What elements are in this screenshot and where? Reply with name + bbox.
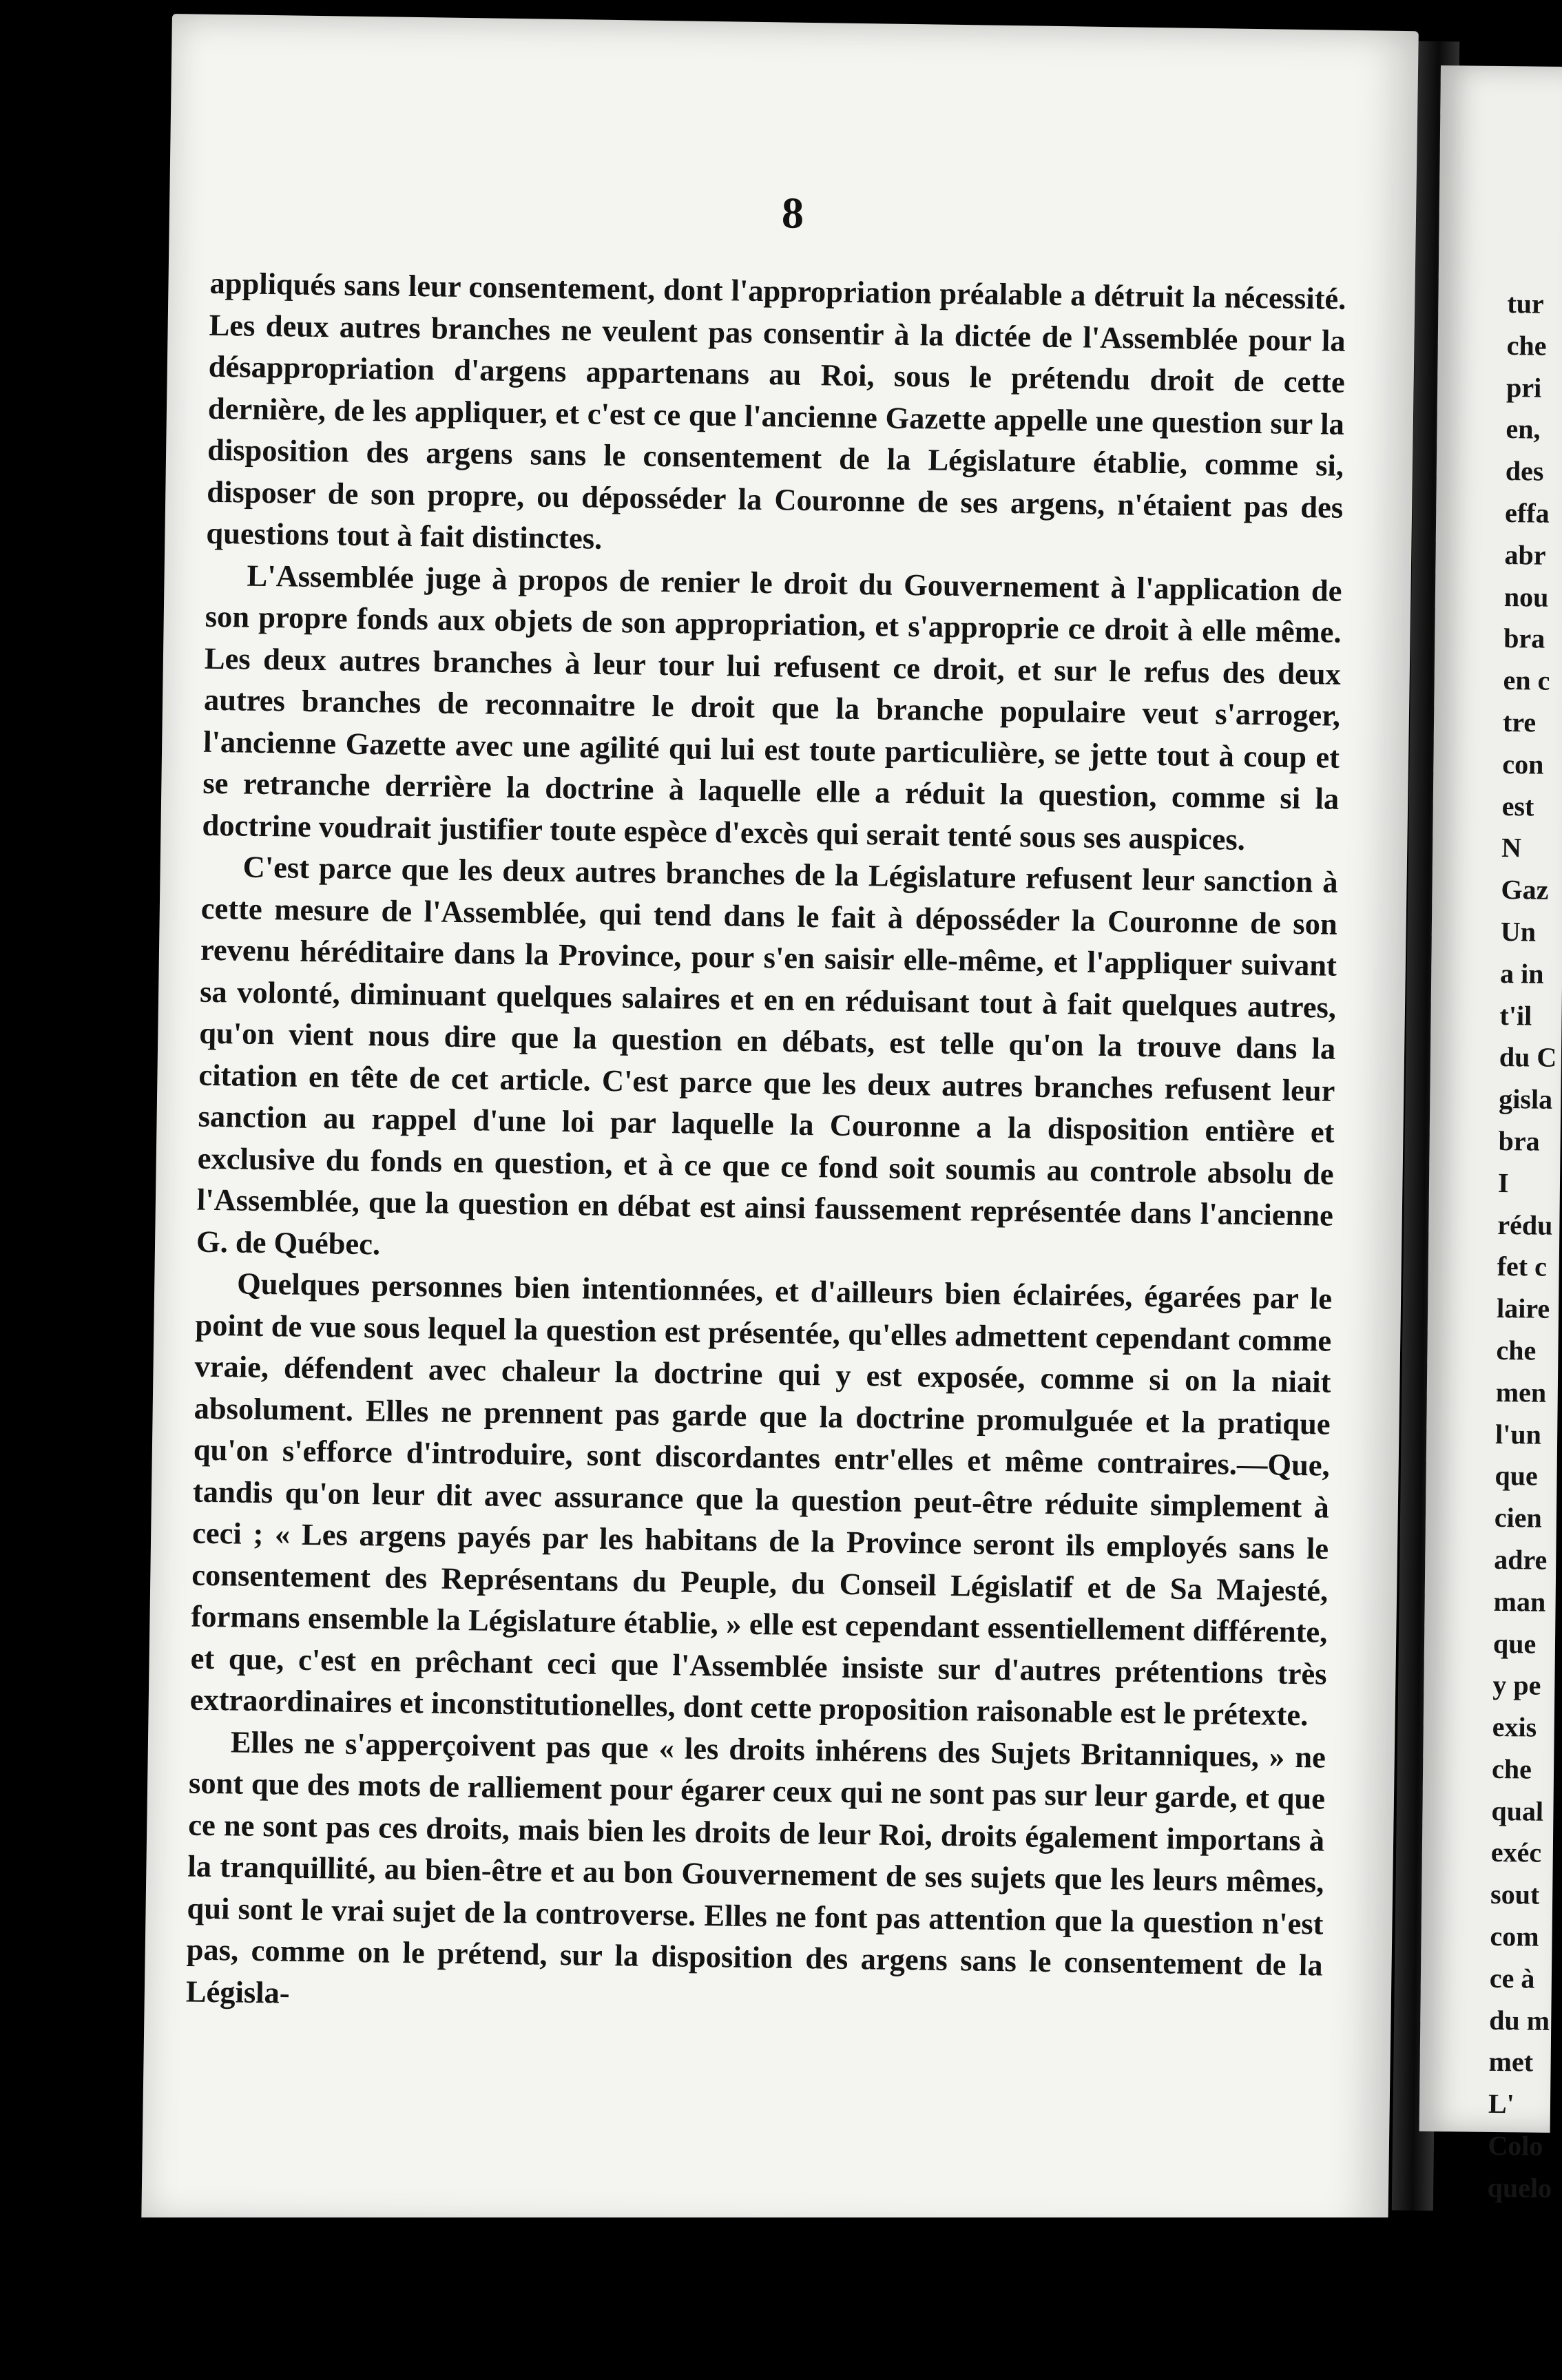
adjacent-page-line: che — [1491, 1753, 1532, 1785]
adjacent-page-line: bra — [1503, 623, 1545, 655]
paragraph: C'est parce que les deux autres branches de la Législature refusent leur sanction à cette mesure de l'Assemblée, qui tend dans le fait à déposséder la Couronne de son revenu héréditaire dans la Province, pour s'en saisir elle-même, et l'appliquer suivant sa volonté, diminuant quelques salaires et en en réduisant tout à fait quelques autres, qu'on vient nous dire que la question en débats, est telle qu'on la trouve dans la citation en tête de cet article. C'est parce que les deux autres branches refusent leur sanction au rappel d'une loi par laquelle la Couronne a la disposition entière et exclusive du fonds en question, et à ce que ce fond soit soumis au controle absolu de l'Assemblée, que la question en débat est ainsi faussement représentée dans l'ancienne G. de Québec. — [196, 849, 1338, 1261]
adjacent-page-line: quelo — [1487, 2171, 1552, 2204]
adjacent-page-line: Un — [1500, 915, 1537, 948]
adjacent-page-line: en c — [1503, 665, 1550, 696]
page-number: 8 — [781, 188, 804, 238]
adjacent-page-line: tre — [1502, 706, 1537, 738]
adjacent-page-line: laire — [1496, 1293, 1550, 1324]
adjacent-page-line: y pe — [1492, 1669, 1541, 1701]
adjacent-page-line: l'un — [1495, 1418, 1542, 1450]
paragraph: Elles ne s'apperçoivent pas que « les droits inhérens des Sujets Britanniques, » ne sont que des mots de ralliement pour égarer ceux qui ne sont pas sur leur garde, et que ce ne sont pas ces droits, mais bien les droits de leur Roi, droits également importans à la tranquillité, au bien-être et au bon Gouvernement de ses sujets que les leurs mêmes, qui sont le vrai sujet de la controverse. Elles ne font pas attention que la question n'est pas, comme on le prétend, sur la disposition des argens sans le consentement de la Législa- — [185, 1724, 1326, 2010]
adjacent-page-line: L' — [1488, 2088, 1515, 2120]
adjacent-page-line: du C — [1499, 1041, 1557, 1074]
adjacent-page-line: N — [1501, 832, 1522, 864]
adjacent-page-line: t'il — [1499, 999, 1532, 1032]
paragraph: Quelques personnes bien intentionnées, et d'ailleurs bien éclairées, égarées par le point de vue sous lequel la question est présentée, qu'elles admettent cependant comme vraie, défendent avec chaleur la doctrine qui y est exposée, comme si on la niait absolument. Elles ne prennent pas garde que la doctrine promulguée et la pratique qu'on s'efforce d'introduire, sont discordantes entr'elles et même contraires.—Que, tandis qu'on leur dit avec assurance que la question peut-être réduite simplement à ceci ; « Les argens payés par les habitans de la Province seront ils employés sans le consentement des Représentans du Peuple, du Conseil Législatif et de Sa Majesté, formans ensemble la Législature établie, » elle est cependant essentiellement différente, et que, c'est en prêchant ceci que l'Assemblée insiste sur d'autres prétentions très extraordinaires et inconstitutionelles, dont cette proposition raisonable est le prétexte. — [189, 1266, 1333, 1733]
adjacent-page-line: che — [1496, 1334, 1537, 1366]
adjacent-page-line: con — [1502, 748, 1544, 780]
page-body — [185, 262, 1346, 2028]
adjacent-page-line: adre — [1494, 1543, 1548, 1576]
adjacent-page-line: Gaz — [1501, 874, 1549, 906]
scan-border — [0, 2217, 1562, 2380]
adjacent-page-line: rédu — [1497, 1209, 1553, 1241]
adjacent-page-line: ce à — [1489, 1962, 1535, 1994]
adjacent-page-line: bra — [1498, 1125, 1540, 1157]
adjacent-page-line: men — [1495, 1376, 1547, 1408]
paragraph: L'Assemblée juge à propos de renier le droit du Gouvernement à l'application de son propre fonds aux objets de son appropriation, et s'approprie ce droit à elle même. Les deux autres branches à leur tour lui refusent ce droit, et sur le refus des deux autres branches de reconnaitre le droit que la branche populaire veut s'arroger, l'ancienne Gazette avec une agilité qui lui est toute particulière, se jette tout à coup et se retranche derrière la doctrine à laquelle elle a réduit la question, comme si la doctrine voudrait justifier toute espèce d'excès qui serait tenté sous ses auspices. — [202, 558, 1342, 857]
adjacent-page-line: com — [1490, 1920, 1539, 1952]
adjacent-page-line: pri — [1506, 371, 1542, 404]
adjacent-page-line: a in — [1499, 957, 1544, 990]
adjacent-page-line: fet c — [1497, 1251, 1548, 1283]
adjacent-page-line: I — [1497, 1167, 1509, 1198]
adjacent-page — [1419, 65, 1562, 2204]
adjacent-page-line: effa — [1504, 497, 1550, 529]
adjacent-page-text — [1487, 283, 1562, 2251]
adjacent-page-line: abr — [1504, 539, 1546, 571]
adjacent-page-line: Colo — [1488, 2129, 1543, 2162]
adjacent-page-line: sout — [1490, 1879, 1540, 1910]
adjacent-page-line: tur — [1507, 288, 1544, 320]
adjacent-page-line: en, — [1506, 413, 1541, 445]
adjacent-page-line: che — [1506, 329, 1547, 362]
adjacent-page-line: gisla — [1499, 1083, 1553, 1115]
adjacent-page-line: du m — [1489, 2004, 1550, 2036]
adjacent-page-line: exéc — [1490, 1837, 1542, 1869]
adjacent-page-line: que — [1495, 1460, 1539, 1492]
adjacent-page-line: des — [1505, 455, 1544, 487]
adjacent-page-line: man — [1493, 1585, 1546, 1618]
adjacent-page-line: exis — [1492, 1711, 1537, 1743]
adjacent-page-line: qual — [1491, 1795, 1544, 1827]
adjacent-page-line: met — [1488, 2046, 1534, 2078]
adjacent-page-line: cien — [1494, 1502, 1543, 1534]
document-page — [141, 14, 1419, 2242]
adjacent-page-line: nou — [1503, 581, 1549, 613]
adjacent-page-line: est — [1501, 790, 1534, 822]
adjacent-page-line: que — [1492, 1627, 1537, 1660]
paragraph: appliqués sans leur consentement, dont l'appropriation préalable a détruit la nécessité. Les deux autres branches ne veulent pas consentir à la dictée de l'Assemblée pour la désappropriation d'argens appartenans au Roi, sous le prétendu droit de cette dernière, de les appliquer, et c'est ce que l'ancienne Gazette appelle une question sur la disposition des argens sans le consentement de la Législature établie, comme si, disposer de son propre, ou déposséder la Couronne de ses argens, n'étaient pas des questions tout à fait distinctes. — [206, 265, 1346, 556]
